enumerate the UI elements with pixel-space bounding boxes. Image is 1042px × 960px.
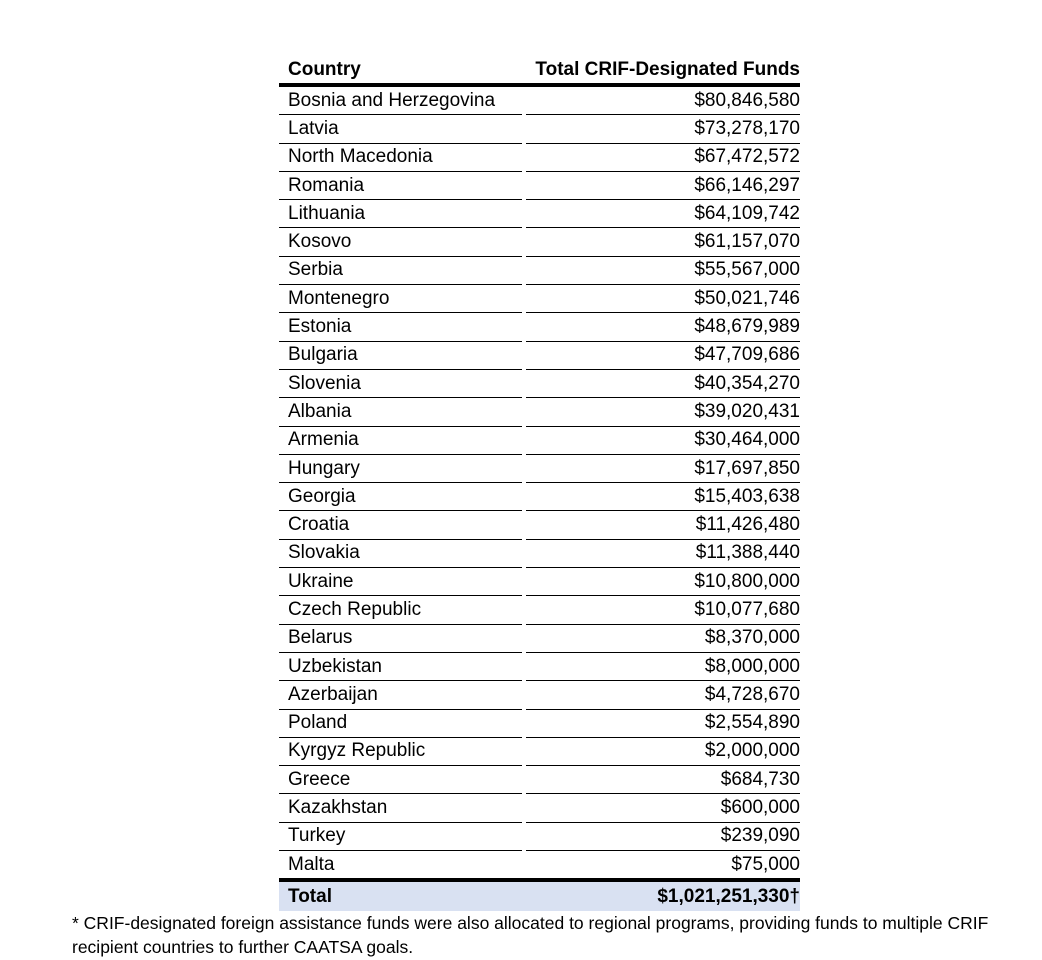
funds-cell: $8,370,000 <box>524 624 800 652</box>
country-cell: Albania <box>279 398 524 426</box>
funds-cell: $67,472,572 <box>524 143 800 171</box>
funds-cell: $17,697,850 <box>524 454 800 482</box>
funds-cell: $30,464,000 <box>524 426 800 454</box>
funds-cell: $11,388,440 <box>524 539 800 567</box>
total-label: Total <box>279 880 524 911</box>
funds-cell: $75,000 <box>524 851 800 881</box>
country-cell: Uzbekistan <box>279 652 524 680</box>
country-cell: Hungary <box>279 454 524 482</box>
country-cell: Latvia <box>279 115 524 143</box>
country-cell: Malta <box>279 851 524 881</box>
country-cell: Slovakia <box>279 539 524 567</box>
table-row <box>279 851 800 881</box>
table-row <box>279 822 800 850</box>
country-cell: Montenegro <box>279 285 524 313</box>
country-cell: Poland <box>279 709 524 737</box>
country-cell: Kazakhstan <box>279 794 524 822</box>
footnote: * CRIF-designated foreign assistance funds were also allocated to regional programs, providing funds to multiple CRIF recipient countries to further CAATSA goals. <box>72 913 989 957</box>
funds-cell: $47,709,686 <box>524 341 800 369</box>
funds-cell: $50,021,746 <box>524 285 800 313</box>
funds-cell: $39,020,431 <box>524 398 800 426</box>
country-cell: Slovenia <box>279 369 524 397</box>
country-cell: Azerbaijan <box>279 681 524 709</box>
table-row <box>279 285 800 313</box>
table-row <box>279 539 800 567</box>
table-row <box>279 511 800 539</box>
funds-cell: $55,567,000 <box>524 256 800 284</box>
funds-cell: $64,109,742 <box>524 200 800 228</box>
country-cell: Lithuania <box>279 200 524 228</box>
table-row <box>279 115 800 143</box>
country-cell: Greece <box>279 766 524 794</box>
table-row <box>279 766 800 794</box>
funds-cell: $239,090 <box>524 822 800 850</box>
table-row <box>279 709 800 737</box>
crif-funds-table-container <box>279 55 800 911</box>
funds-cell: $684,730 <box>524 766 800 794</box>
table-row <box>279 794 800 822</box>
table-row <box>279 652 800 680</box>
table-row <box>279 228 800 256</box>
funds-column-header: Total CRIF-Designated Funds <box>524 55 800 85</box>
country-cell: Kyrgyz Republic <box>279 737 524 765</box>
funds-cell: $2,554,890 <box>524 709 800 737</box>
country-cell: North Macedonia <box>279 143 524 171</box>
funds-cell: $15,403,638 <box>524 483 800 511</box>
table-row <box>279 341 800 369</box>
total-value: $1,021,251,330† <box>524 880 800 911</box>
total-row <box>279 880 800 911</box>
funds-cell: $61,157,070 <box>524 228 800 256</box>
crif-funds-table <box>279 55 800 911</box>
table-header-row <box>279 55 800 85</box>
country-cell: Georgia <box>279 483 524 511</box>
table-row <box>279 681 800 709</box>
funds-cell: $10,800,000 <box>524 568 800 596</box>
funds-cell: $11,426,480 <box>524 511 800 539</box>
table-row <box>279 200 800 228</box>
funds-cell: $73,278,170 <box>524 115 800 143</box>
funds-cell: $10,077,680 <box>524 596 800 624</box>
funds-cell: $4,728,670 <box>524 681 800 709</box>
funds-cell: $66,146,297 <box>524 171 800 199</box>
country-cell: Armenia <box>279 426 524 454</box>
country-cell: Turkey <box>279 822 524 850</box>
table-row <box>279 313 800 341</box>
funds-cell: $40,354,270 <box>524 369 800 397</box>
country-cell: Croatia <box>279 511 524 539</box>
table-row <box>279 256 800 284</box>
table-row <box>279 171 800 199</box>
country-cell: Kosovo <box>279 228 524 256</box>
table-row <box>279 596 800 624</box>
table-row <box>279 85 800 115</box>
country-cell: Bosnia and Herzegovina <box>279 85 524 115</box>
funds-cell: $2,000,000 <box>524 737 800 765</box>
country-column-header: Country <box>279 55 524 85</box>
country-cell: Romania <box>279 171 524 199</box>
country-cell: Bulgaria <box>279 341 524 369</box>
table-row <box>279 454 800 482</box>
country-cell: Serbia <box>279 256 524 284</box>
funds-cell: $48,679,989 <box>524 313 800 341</box>
country-cell: Estonia <box>279 313 524 341</box>
table-row <box>279 568 800 596</box>
funds-cell: $8,000,000 <box>524 652 800 680</box>
funds-cell: $80,846,580 <box>524 85 800 115</box>
table-row <box>279 369 800 397</box>
funds-cell: $600,000 <box>524 794 800 822</box>
country-cell: Ukraine <box>279 568 524 596</box>
table-row <box>279 426 800 454</box>
table-body <box>279 85 800 880</box>
table-row <box>279 143 800 171</box>
table-row <box>279 737 800 765</box>
country-cell: Belarus <box>279 624 524 652</box>
table-row <box>279 624 800 652</box>
table-row <box>279 398 800 426</box>
table-row <box>279 483 800 511</box>
country-cell: Czech Republic <box>279 596 524 624</box>
